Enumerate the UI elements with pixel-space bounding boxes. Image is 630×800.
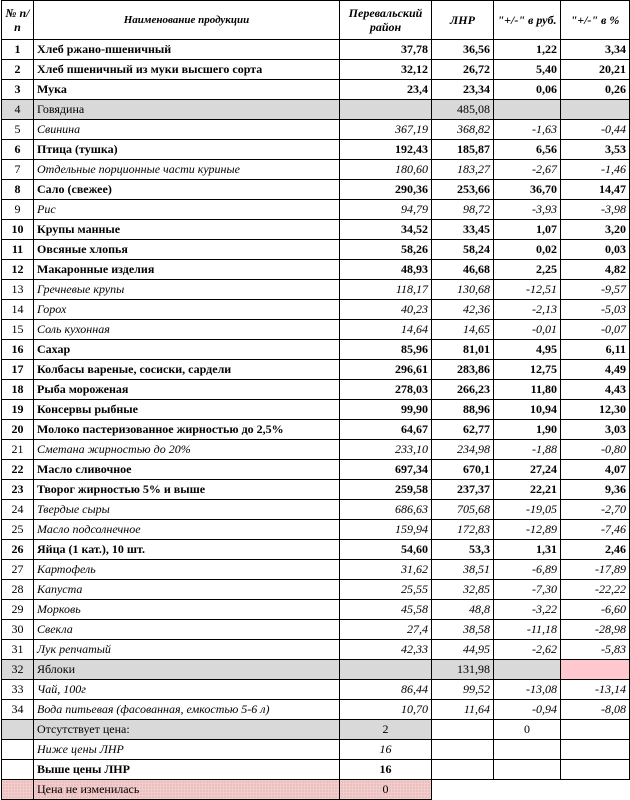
district-price: 85,96 [340,340,432,360]
diff-rub: 0,06 [494,80,561,100]
lnr-price: 38,51 [432,560,494,580]
district-price: 25,55 [340,580,432,600]
diff-rub: -6,89 [494,560,561,580]
lnr-price: 705,68 [432,500,494,520]
diff-pct: -28,98 [561,620,630,640]
diff-rub: 36,70 [494,180,561,200]
table-row [2,420,630,440]
summary-absent-blank2 [561,720,630,740]
diff-rub: -3,93 [494,200,561,220]
diff-rub: -11,18 [494,620,561,640]
row-number: 18 [2,380,34,400]
product-name: Крупы манные [34,220,340,240]
district-price: 14,64 [340,320,432,340]
product-name: Хлеб ржано-пшеничный [34,40,340,60]
product-name: Сахар [34,340,340,360]
diff-pct: -7,46 [561,520,630,540]
lnr-price: 38,58 [432,620,494,640]
row-number: 25 [2,520,34,540]
table-row [2,540,630,560]
district-price: 86,44 [340,680,432,700]
table-row [2,140,630,160]
table-row [2,660,630,680]
row-number: 31 [2,640,34,660]
row-number: 23 [2,480,34,500]
diff-rub: 2,25 [494,260,561,280]
district-price: 159,94 [340,520,432,540]
table-row [2,120,630,140]
product-name: Вода питьевая (фасованная, емкостью 5-6 л) [34,700,340,720]
table-row [2,180,630,200]
diff-rub: -19,05 [494,500,561,520]
summary-below-blank [432,740,494,760]
header-district: Перевальский район [340,1,432,40]
table-row [2,700,630,720]
diff-rub: -2,13 [494,300,561,320]
summary-unchanged-blank3 [561,780,630,800]
diff-pct: -1,46 [561,160,630,180]
product-name: Масло подсолнечное [34,520,340,540]
summary-above-label: Выше цены ЛНР [34,760,340,780]
product-name: Твердые сыры [34,500,340,520]
table-row [2,680,630,700]
diff-rub: -1,63 [494,120,561,140]
table-row [2,360,630,380]
diff-pct: -0,07 [561,320,630,340]
lnr-price: 670,1 [432,460,494,480]
row-number: 32 [2,660,34,680]
row-number: 11 [2,240,34,260]
row-number: 9 [2,200,34,220]
product-name: Яблоки [34,660,340,680]
lnr-price: 58,24 [432,240,494,260]
lnr-price: 185,87 [432,140,494,160]
summary-absent-value: 2 [340,720,432,740]
summary-below-label: Ниже цены ЛНР [34,740,340,760]
diff-rub: -2,62 [494,640,561,660]
product-name: Чай, 100г [34,680,340,700]
header-row [2,1,630,40]
district-price: 58,26 [340,240,432,260]
diff-rub: 12,75 [494,360,561,380]
lnr-price: 33,45 [432,220,494,240]
diff-rub: 27,24 [494,460,561,480]
diff-pct: 4,07 [561,460,630,480]
lnr-price: 62,77 [432,420,494,440]
summary-below-empty [2,740,34,760]
summary-unchanged-blank [432,780,494,800]
diff-pct: 9,36 [561,480,630,500]
district-price: 54,60 [340,540,432,560]
product-name: Молоко пастеризованное жирностью до 2,5% [34,420,340,440]
diff-pct: 3,34 [561,40,630,60]
summary-unchanged-label: Цена не изменилась [34,780,340,800]
table-row [2,320,630,340]
product-name: Консервы рыбные [34,400,340,420]
table-row [2,200,630,220]
district-price: 94,79 [340,200,432,220]
diff-rub: -1,88 [494,440,561,460]
diff-pct: 20,21 [561,60,630,80]
district-price: 40,23 [340,300,432,320]
table-row [2,460,630,480]
summary-body [2,720,630,800]
product-name: Сметана жирностью до 20% [34,440,340,460]
diff-pct: -0,80 [561,440,630,460]
product-name: Лук репчатый [34,640,340,660]
summary-above-empty [2,760,34,780]
product-name: Масло сливочное [34,460,340,480]
header-num: № п/п [2,1,34,40]
row-number: 2 [2,60,34,80]
product-name: Сало (свежее) [34,180,340,200]
diff-rub: -0,94 [494,700,561,720]
diff-pct: -5,83 [561,640,630,660]
district-price: 34,52 [340,220,432,240]
district-price: 37,78 [340,40,432,60]
lnr-price: 14,65 [432,320,494,340]
row-number: 5 [2,120,34,140]
diff-pct: -0,44 [561,120,630,140]
row-number: 28 [2,580,34,600]
diff-pct: -2,70 [561,500,630,520]
diff-rub: 1,90 [494,420,561,440]
row-number: 8 [2,180,34,200]
product-name: Капуста [34,580,340,600]
district-price: 99,90 [340,400,432,420]
diff-pct: 0,26 [561,80,630,100]
table-row [2,300,630,320]
summary-absent-blank [432,720,494,740]
lnr-price: 172,83 [432,520,494,540]
lnr-price: 48,8 [432,600,494,620]
row-number: 19 [2,400,34,420]
diff-rub [494,660,561,680]
diff-rub: -2,67 [494,160,561,180]
district-price: 686,63 [340,500,432,520]
lnr-price: 88,96 [432,400,494,420]
diff-pct: -5,03 [561,300,630,320]
row-number: 4 [2,100,34,120]
lnr-price: 11,64 [432,700,494,720]
diff-pct: -3,98 [561,200,630,220]
product-name: Морковь [34,600,340,620]
diff-rub: -3,22 [494,600,561,620]
district-price [340,100,432,120]
row-number: 22 [2,460,34,480]
table-row [2,260,630,280]
lnr-price: 44,95 [432,640,494,660]
diff-pct: -6,60 [561,600,630,620]
product-name: Рыба мороженая [34,380,340,400]
table-body [2,40,630,720]
price-table [1,0,630,800]
lnr-price: 99,52 [432,680,494,700]
product-name: Птица (тушка) [34,140,340,160]
diff-pct: -17,89 [561,560,630,580]
diff-rub: 0,02 [494,240,561,260]
lnr-price: 130,68 [432,280,494,300]
table-row [2,340,630,360]
lnr-price: 253,66 [432,180,494,200]
table-row [2,600,630,620]
product-name: Яйца (1 кат.), 10 шт. [34,540,340,560]
diff-rub: 1,07 [494,220,561,240]
lnr-price: 183,27 [432,160,494,180]
lnr-price: 131,98 [432,660,494,680]
summary-row-below [2,740,630,760]
table-row [2,480,630,500]
diff-rub: -0,01 [494,320,561,340]
diff-rub: 5,40 [494,60,561,80]
lnr-price: 81,01 [432,340,494,360]
diff-pct [561,660,630,680]
summary-absent-extra: 0 [494,720,561,740]
diff-pct: 4,49 [561,360,630,380]
table-row [2,280,630,300]
row-number: 15 [2,320,34,340]
district-price: 23,4 [340,80,432,100]
table-row [2,440,630,460]
district-price: 290,36 [340,180,432,200]
header-name: Наименование продукции [34,1,340,40]
product-name: Хлеб пшеничный из муки высшего сорта [34,60,340,80]
lnr-price: 23,34 [432,80,494,100]
diff-rub [494,100,561,120]
row-number: 26 [2,540,34,560]
diff-rub: 11,80 [494,380,561,400]
summary-below-value: 16 [340,740,432,760]
row-number: 12 [2,260,34,280]
district-price: 64,67 [340,420,432,440]
row-number: 27 [2,560,34,580]
district-price [340,660,432,680]
diff-rub: 6,56 [494,140,561,160]
diff-pct: 3,53 [561,140,630,160]
table-row [2,500,630,520]
lnr-price: 98,72 [432,200,494,220]
district-price: 697,34 [340,460,432,480]
table-row [2,60,630,80]
row-number: 24 [2,500,34,520]
district-price: 233,10 [340,440,432,460]
district-price: 367,19 [340,120,432,140]
table-row [2,620,630,640]
lnr-price: 368,82 [432,120,494,140]
header-lnr: ЛНР [432,1,494,40]
lnr-price: 237,37 [432,480,494,500]
lnr-price: 485,08 [432,100,494,120]
product-name: Колбасы вареные, сосиски, сардели [34,360,340,380]
table-row [2,220,630,240]
district-price: 180,60 [340,160,432,180]
summary-absent-empty [2,720,34,740]
row-number: 3 [2,80,34,100]
row-number: 1 [2,40,34,60]
lnr-price: 32,85 [432,580,494,600]
row-number: 17 [2,360,34,380]
district-price: 27,4 [340,620,432,640]
diff-pct: -8,08 [561,700,630,720]
diff-pct: 4,43 [561,380,630,400]
table-row [2,380,630,400]
diff-rub: 22,21 [494,480,561,500]
district-price: 42,33 [340,640,432,660]
district-price: 259,58 [340,480,432,500]
product-name: Говядина [34,100,340,120]
row-number: 13 [2,280,34,300]
diff-rub: 1,31 [494,540,561,560]
row-number: 7 [2,160,34,180]
diff-pct: -9,57 [561,280,630,300]
header-diff-rub: "+/-" в руб. [494,1,561,40]
product-name: Мука [34,80,340,100]
district-price: 118,17 [340,280,432,300]
diff-rub: -12,89 [494,520,561,540]
district-price: 10,70 [340,700,432,720]
row-number: 14 [2,300,34,320]
summary-unchanged-value: 0 [340,780,432,800]
summary-row-absent [2,720,630,740]
diff-pct: -22,22 [561,580,630,600]
lnr-price: 26,72 [432,60,494,80]
diff-pct: 0,03 [561,240,630,260]
summary-above-blank2 [494,760,561,780]
table-row [2,400,630,420]
summary-above-blank3 [561,760,630,780]
row-number: 16 [2,340,34,360]
district-price: 45,58 [340,600,432,620]
summary-absent-label: Отсутствует цена: [34,720,340,740]
table-row [2,100,630,120]
diff-pct: 6,11 [561,340,630,360]
lnr-price: 266,23 [432,380,494,400]
lnr-price: 234,98 [432,440,494,460]
table-row [2,40,630,60]
diff-rub: 10,94 [494,400,561,420]
district-price: 32,12 [340,60,432,80]
row-number: 30 [2,620,34,640]
row-number: 34 [2,700,34,720]
district-price: 48,93 [340,260,432,280]
product-name: Соль кухонная [34,320,340,340]
product-name: Гречневые крупы [34,280,340,300]
district-price: 296,61 [340,360,432,380]
diff-rub: -13,08 [494,680,561,700]
lnr-price: 42,36 [432,300,494,320]
product-name: Овсяные хлопья [34,240,340,260]
product-name: Отдельные порционные части куриные [34,160,340,180]
table-row [2,160,630,180]
row-number: 6 [2,140,34,160]
diff-rub: -7,30 [494,580,561,600]
diff-rub: -12,51 [494,280,561,300]
row-number: 20 [2,420,34,440]
product-name: Рис [34,200,340,220]
diff-pct: 3,20 [561,220,630,240]
diff-rub: 4,95 [494,340,561,360]
product-name: Творог жирностью 5% и выше [34,480,340,500]
table-row [2,640,630,660]
district-price: 31,62 [340,560,432,580]
diff-rub: 1,22 [494,40,561,60]
diff-pct: 3,03 [561,420,630,440]
summary-unchanged-empty [2,780,34,800]
product-name: Картофель [34,560,340,580]
summary-row-above [2,760,630,780]
table-row [2,240,630,260]
table-row [2,80,630,100]
table-row [2,580,630,600]
diff-pct: -13,14 [561,680,630,700]
diff-pct: 4,82 [561,260,630,280]
product-name: Макаронные изделия [34,260,340,280]
summary-row-unchanged [2,780,630,800]
summary-above-value: 16 [340,760,432,780]
lnr-price: 46,68 [432,260,494,280]
diff-pct: 12,30 [561,400,630,420]
product-name: Свекла [34,620,340,640]
table-row [2,520,630,540]
table-row [2,560,630,580]
district-price: 278,03 [340,380,432,400]
lnr-price: 53,3 [432,540,494,560]
summary-below-blank3 [561,740,630,760]
diff-pct [561,100,630,120]
diff-pct: 14,47 [561,180,630,200]
header-diff-pct: "+/-" в % [561,1,630,40]
diff-pct: 2,46 [561,540,630,560]
product-name: Свинина [34,120,340,140]
row-number: 21 [2,440,34,460]
row-number: 33 [2,680,34,700]
lnr-price: 36,56 [432,40,494,60]
summary-above-blank [432,760,494,780]
lnr-price: 283,86 [432,360,494,380]
row-number: 29 [2,600,34,620]
row-number: 10 [2,220,34,240]
product-name: Горох [34,300,340,320]
district-price: 192,43 [340,140,432,160]
summary-below-blank2 [494,740,561,760]
summary-unchanged-blank2 [494,780,561,800]
